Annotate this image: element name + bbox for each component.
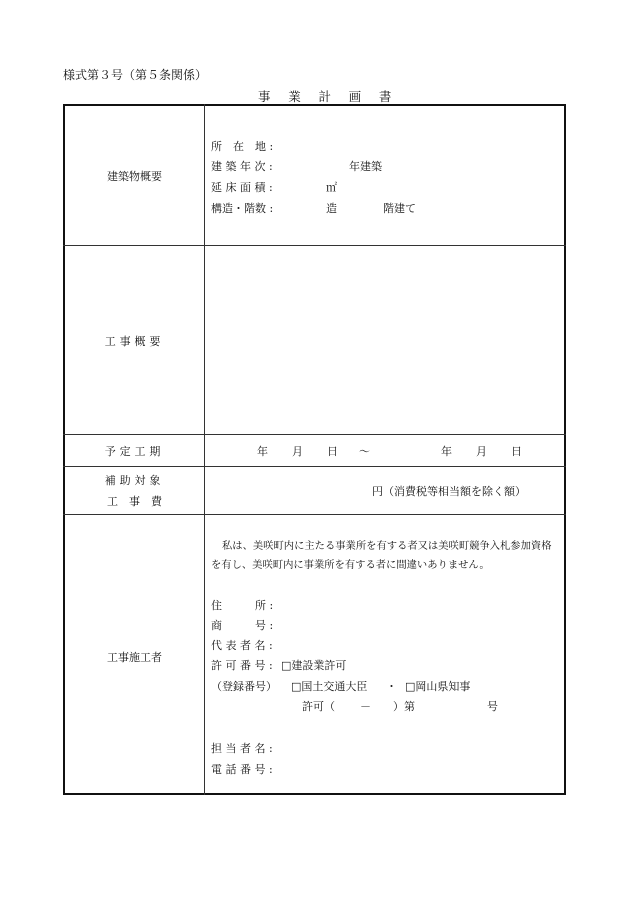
declaration-line-1: 私は、美咲町内に主たる事業所を有する者又は美咲町競争入札参加資格 bbox=[222, 540, 552, 552]
contractor-label: 工事施工者 bbox=[107, 651, 162, 664]
row-divider-work bbox=[63, 434, 566, 435]
period-tilde: ～ bbox=[359, 445, 370, 458]
end-year-unit: 年 bbox=[441, 445, 452, 458]
address-key: 住 所 : bbox=[211, 599, 274, 612]
floors-unit: 階建て bbox=[383, 202, 416, 215]
trade-name-key: 商 号 : bbox=[211, 619, 274, 632]
subsidy-cost-label-1: 補助対象 bbox=[104, 474, 165, 487]
building-overview-label: 建築物概要 bbox=[107, 170, 162, 183]
permit-prefix: 許可（ bbox=[302, 700, 335, 713]
structure-key: 構造・階数 : bbox=[211, 202, 274, 215]
location-key: 所 在 地 : bbox=[211, 140, 274, 153]
work-summary-field[interactable] bbox=[212, 252, 558, 427]
registration-number-label: （登録番号） bbox=[211, 680, 277, 693]
start-month-unit: 月 bbox=[292, 445, 303, 458]
start-day-unit: 日 bbox=[327, 445, 338, 458]
structure-unit: 造 bbox=[326, 202, 337, 215]
permit-suffix: ）第 bbox=[393, 700, 415, 713]
number-suffix: 号 bbox=[487, 700, 498, 713]
floor-area-unit: ㎡ bbox=[326, 181, 337, 194]
permit-dash: － bbox=[360, 700, 371, 713]
end-day-unit: 日 bbox=[511, 445, 522, 458]
cost-yen-note: 円（消費税等相当額を除く額） bbox=[372, 485, 526, 498]
label-column-divider bbox=[204, 104, 205, 795]
phone-number-key: 電 話 番 号 : bbox=[211, 763, 273, 776]
build-year-key: 建 築 年 次 : bbox=[211, 160, 273, 173]
document-title: 事 業 計 画 書 bbox=[258, 89, 399, 104]
end-month-unit: 月 bbox=[476, 445, 487, 458]
declaration-line-2: を有し、美咲町内に事業所を有する者に間違いありません。 bbox=[211, 559, 490, 571]
person-in-charge-key: 担 当 者 名 : bbox=[211, 742, 273, 755]
separator-dot: ・ bbox=[386, 680, 397, 693]
minister-checkbox[interactable]: □国土交通大臣 bbox=[291, 680, 368, 693]
start-year-unit: 年 bbox=[257, 445, 268, 458]
schedule-label: 予定工期 bbox=[104, 445, 165, 458]
row-divider-building bbox=[63, 245, 566, 246]
work-summary-label: 工事概要 bbox=[104, 335, 165, 348]
row-divider-schedule bbox=[63, 466, 566, 467]
row-divider-cost bbox=[63, 514, 566, 515]
build-year-unit: 年建築 bbox=[349, 160, 382, 173]
form-number-label: 様式第３号（第５条関係） bbox=[63, 68, 208, 82]
license-key: 許 可 番 号 : bbox=[211, 659, 273, 672]
governor-checkbox[interactable]: □岡山県知事 bbox=[405, 680, 471, 693]
subsidy-cost-label-2: 工 事 費 bbox=[107, 495, 162, 508]
construction-license-checkbox[interactable]: □建設業許可 bbox=[281, 659, 347, 672]
floor-area-key: 延 床 面 積 : bbox=[211, 181, 273, 194]
representative-key: 代 表 者 名 : bbox=[211, 639, 273, 652]
